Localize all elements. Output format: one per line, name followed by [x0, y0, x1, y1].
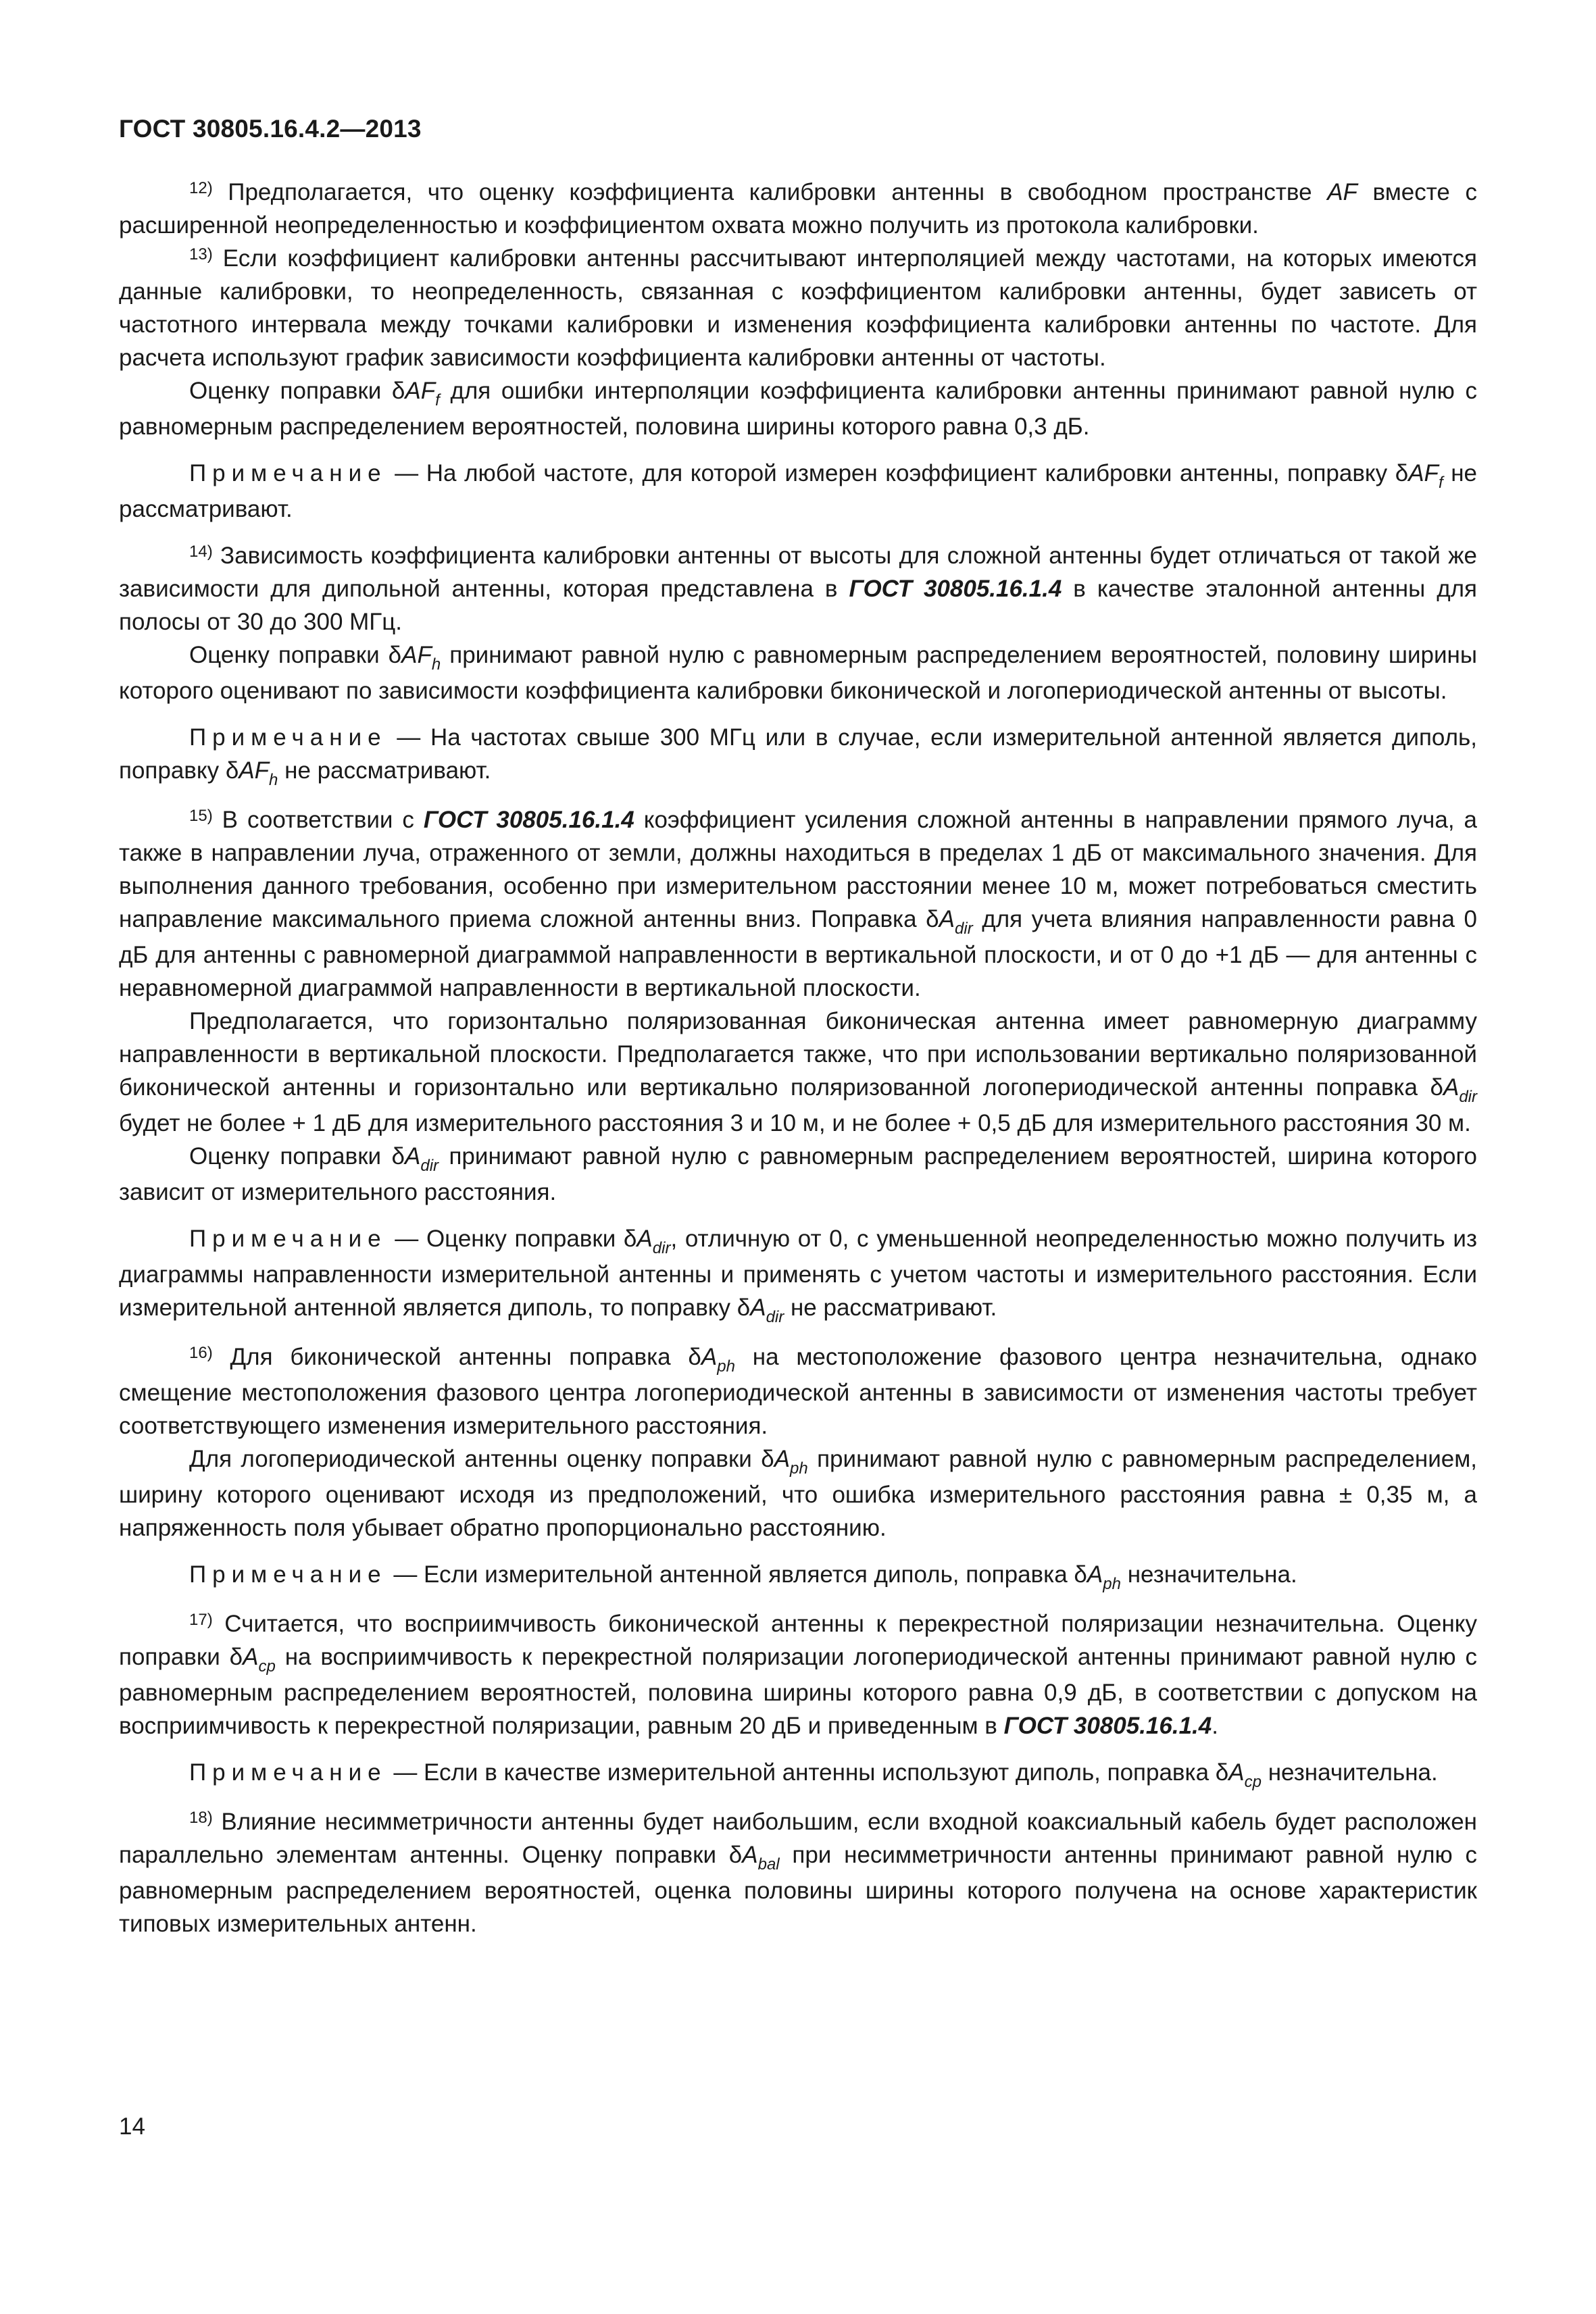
- footnote-mark: 14): [189, 543, 213, 561]
- note: Примечание — Если измерительной антенной является диполь, поправка $\delta A_{ph}$ незначительна.: [189, 1561, 1297, 1593]
- footnote-13: $^{13)}$ Если коэффициент калибровки антенны рассчитывают интерполяцией между частотами, на которых имеются данные калибровки, то неопределенность, связанная с коэффициентом калибровки антенны, будет зависеть от частотного интервала между точками калибровки и изменения коэффициента калибровки антенны по частоте. Для расчета используют график зависимости коэффициента калибровки антенны от частоты.: [119, 245, 1477, 371]
- page-number: 14: [119, 2113, 145, 2140]
- note-label: Примечание: [189, 1759, 387, 1786]
- footnote-mark: 13): [189, 245, 213, 263]
- note-label: Примечание: [189, 1226, 387, 1252]
- note-label: Примечание: [189, 460, 387, 486]
- note-label: Примечание: [189, 724, 387, 751]
- paragraph: Оценку поправки $\delta A_{dir}$ принимают равной нулю с равномерным распределением вероятностей, ширина которого зависит от измерительного расстояния.: [119, 1143, 1477, 1205]
- note-label: Примечание: [189, 1561, 387, 1588]
- paragraph: Оценку поправки δAF$_f$ для ошибки интерполяции коэффициента калибровки антенны принимают равной нулю с равномерным распределением вероятностей, половина ширины которого равна 0,3 дБ.: [119, 378, 1477, 440]
- footnote-mark: 16): [189, 1344, 213, 1362]
- footnote-12: $^{12)}$ Предполагается, что оценку коэффициента калибровки антенны в свободном пространстве AF вместе с расширенной неопределенностью и коэффициентом охвата можно получить из протокола калибровки.: [119, 179, 1477, 238]
- standard-reference: ГОСТ 30805.16.1.4: [849, 576, 1062, 602]
- note: Примечание — На любой частоте, для которой измерен коэффициент калибровки антенны, поправку δAF$_f$ не рассматривают.: [119, 460, 1477, 522]
- footnote-16: $^{16)}$ Для биконической антенны поправка $\delta A_{ph}$ на местоположение фазового центра незначительна, однако смещение местоположения фазового центра логопериодической антенны в зависимости от изменения частоты требует соответствующего изменения измерительного расстояния.: [119, 1344, 1478, 1439]
- standard-reference: ГОСТ 30805.16.1.4: [423, 807, 634, 833]
- paragraph: Оценку поправки δAF$_h$ принимают равной нулю с равномерным распределением вероятностей, половину ширины которого оценивают по зависимости коэффициента калибровки биконической и логопериодической антенны от высоты.: [119, 642, 1477, 704]
- paragraph: Предполагается, что горизонтально поляризованная биконическая антенна имеет равномерную диаграмму направленности в вертикальной плоскости. Предполагается также, что при использовании вертикально поляризованной биконической антенны и горизонтально или вертикально поляризованной логопериодической антенны поправка $\delta A_{dir}$ будет не более + 1 дБ для измерительного расстояния 3 и 10 м, и не более + 0,5 дБ для измерительного расстояния 30 м.: [119, 1008, 1477, 1136]
- footnote-14: $^{14)}$ Зависимость коэффициента калибровки антенны от высоты для сложной антенны будет отличаться от такой же зависимости для дипольной антенны, которая представлена в ГОСТ 30805.16.1.4 в качестве эталонной антенны для полосы от 30 до 300 МГц.: [119, 543, 1478, 635]
- document-page: [119, 115, 1477, 1940]
- note: Примечание — На частотах свыше 300 МГц или в случае, если измерительной антенной является диполь, поправку δAF$_h$ не рассматривают.: [119, 724, 1477, 789]
- footnote-mark: 12): [189, 179, 213, 197]
- footnote-mark: 18): [189, 1809, 213, 1827]
- document-code: ГОСТ 30805.16.4.2—2013: [119, 115, 422, 143]
- footnote-mark: 17): [189, 1611, 213, 1629]
- footnote-mark: 15): [189, 807, 213, 825]
- paragraph: Для логопериодической антенны оценку поправки $\delta A_{ph}$ принимают равной нулю с равномерным распределением, ширину которого оценивают исходя из предположений, что ошибка измерительного расстояния равна ± 0,35 м, а напряженность поля убывает обратно пропорционально расстоянию.: [119, 1446, 1477, 1541]
- note: Примечание — Оценку поправки $\delta A_{dir}$, отличную от 0, с уменьшенной неопределенностью можно получить из диаграммы направленности измерительной антенны и применять с учетом частоты и измерительного расстояния. Если измерительной антенной является диполь, то поправку $\delta A_{dir}$ не рассматривают.: [119, 1226, 1477, 1326]
- footnote-18: $^{18)}$ Влияние несимметричности антенны будет наибольшим, если входной коаксиальный кабель будет расположен параллельно элементам антенны. Оценку поправки $\delta A_{bal}$ при несимметричности антенны принимают равной нулю с равномерным распределением вероятностей, оценка половины ширины которого получена на основе характеристик типовых измерительных антенн.: [119, 1809, 1477, 1937]
- note: Примечание — Если в качестве измерительной антенны используют диполь, поправка $\delta A_{cp}$ незначительна.: [189, 1759, 1438, 1791]
- footnote-15: $^{15)}$ В соответствии с ГОСТ 30805.16.1.4 коэффициент усиления сложной антенны в направлении прямого луча, а также в направлении луча, отраженного от земли, должны находиться в пределах 1 дБ от максимального значения. Для выполнения данного требования, особенно при измерительном расстоянии менее 10 м, может потребоваться сместить направление максимального приема сложной антенны вниз. Поправка $\delta A_{dir}$ для учета влияния направленности равна 0 дБ для антенны с равномерной диаграммой направленности в вертикальной плоскости, и от 0 до +1 дБ — для антенны с неравномерной диаграммой направленности в вертикальной плоскости.: [119, 807, 1477, 1001]
- footnote-17: $^{17)}$ Считается, что восприимчивость биконической антенны к перекрестной поляризации незначительна. Оценку поправки $\delta A_{cp}$ на восприимчивость к перекрестной поляризации логопериодической антенны принимают равной нулю с равномерным распределением вероятностей, половина ширины которого равна 0,9 дБ, в соответствии с допуском на восприимчивость к перекрестной поляризации, равным 20 дБ и приведенным в ГОСТ 30805.16.1.4.: [119, 1611, 1478, 1739]
- standard-reference: ГОСТ 30805.16.1.4: [1003, 1713, 1212, 1739]
